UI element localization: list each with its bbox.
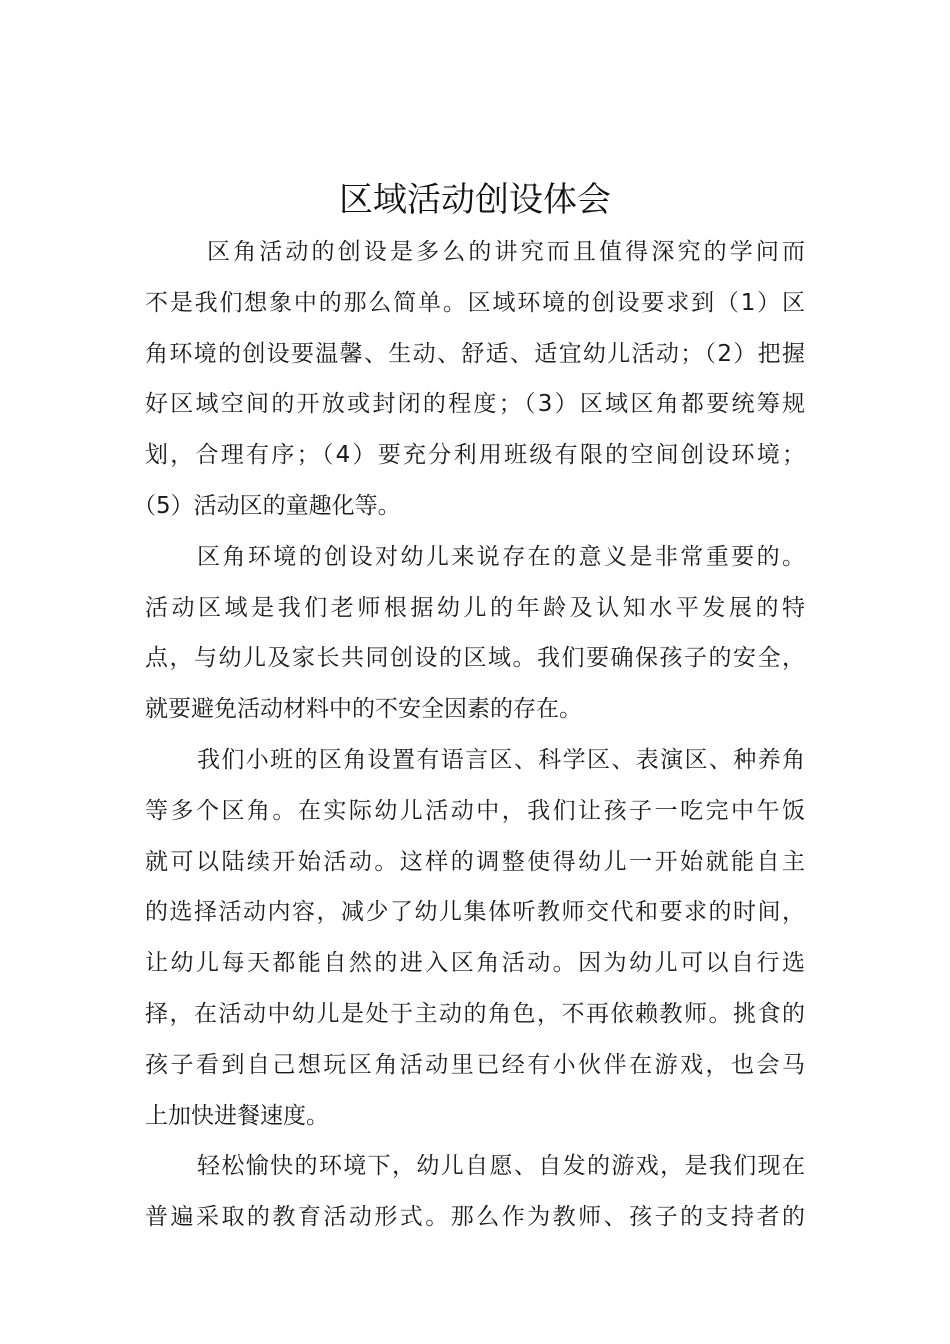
paragraph-2-line-1: 区角环境的创设对幼儿来说存在的意义是非常重要的。 [197, 543, 805, 570]
paragraph-3-line-8: 上加快进餐速度。 [145, 1102, 329, 1129]
document-body [133, 227, 805, 1243]
paragraph-1-line-1: 区角活动的创设是多么的讲究而且值得深究的学问而 [207, 239, 805, 265]
paragraph-3-line-1: 我们小班的区角设置有语言区、科学区、表演区、种养角 [197, 746, 805, 773]
paragraph-3-line-4: 的选择活动内容，减少了幼儿集体听教师交代和要求的时间， [145, 899, 805, 926]
paragraph-1-line-3: 角环境的创设要温馨、生动、舒适、适宜幼儿活动；（2）把握 [145, 340, 805, 367]
paragraph-1-line-6: （5）活动区的童趣化等。 [133, 492, 401, 519]
paragraph-3-line-6: 择，在活动中幼儿是处于主动的角色，不再依赖教师。挑食的 [145, 1000, 805, 1027]
paragraph-2-line-3: 点，与幼儿及家长共同创设的区域。我们要确保孩子的安全， [145, 645, 805, 672]
paragraph-1-line-5: 划，合理有序；（4）要充分利用班级有限的空间创设环境； [145, 442, 805, 469]
paragraph-3-line-7: 孩子看到自己想玩区角活动里已经有小伙伴在游戏，也会马 [145, 1051, 805, 1078]
paragraph-2-line-2: 活动区域是我们老师根据幼儿的年龄及认知水平发展的特 [145, 594, 805, 621]
paragraph-4-line-1: 轻松愉快的环境下，幼儿自愿、自发的游戏，是我们现在 [197, 1153, 805, 1180]
paragraph-3-line-2: 等多个区角。在实际幼儿活动中，我们让孩子一吃完中午饭 [145, 797, 805, 824]
paragraph-1-line-4: 好区域空间的开放或封闭的程度；（3）区域区角都要统筹规 [145, 391, 805, 418]
paragraph-3-line-3: 就可以陆续开始活动。这样的调整使得幼儿一开始就能自主 [145, 848, 805, 875]
paragraph-1-line-2: 不是我们想象中的那么简单。区域环境的创设要求到（1）区 [145, 289, 805, 316]
paragraph-3-line-5: 让幼儿每天都能自然的进入区角活动。因为幼儿可以自行选 [145, 950, 805, 977]
page-title: 区域活动创设体会 [339, 180, 611, 220]
paragraph-4-line-2: 普遍采取的教育活动形式。那么作为教师、孩子的支持者的 [145, 1204, 805, 1231]
paragraph-2-line-4: 就要避免活动材料中的不安全因素的存在。 [145, 696, 582, 723]
